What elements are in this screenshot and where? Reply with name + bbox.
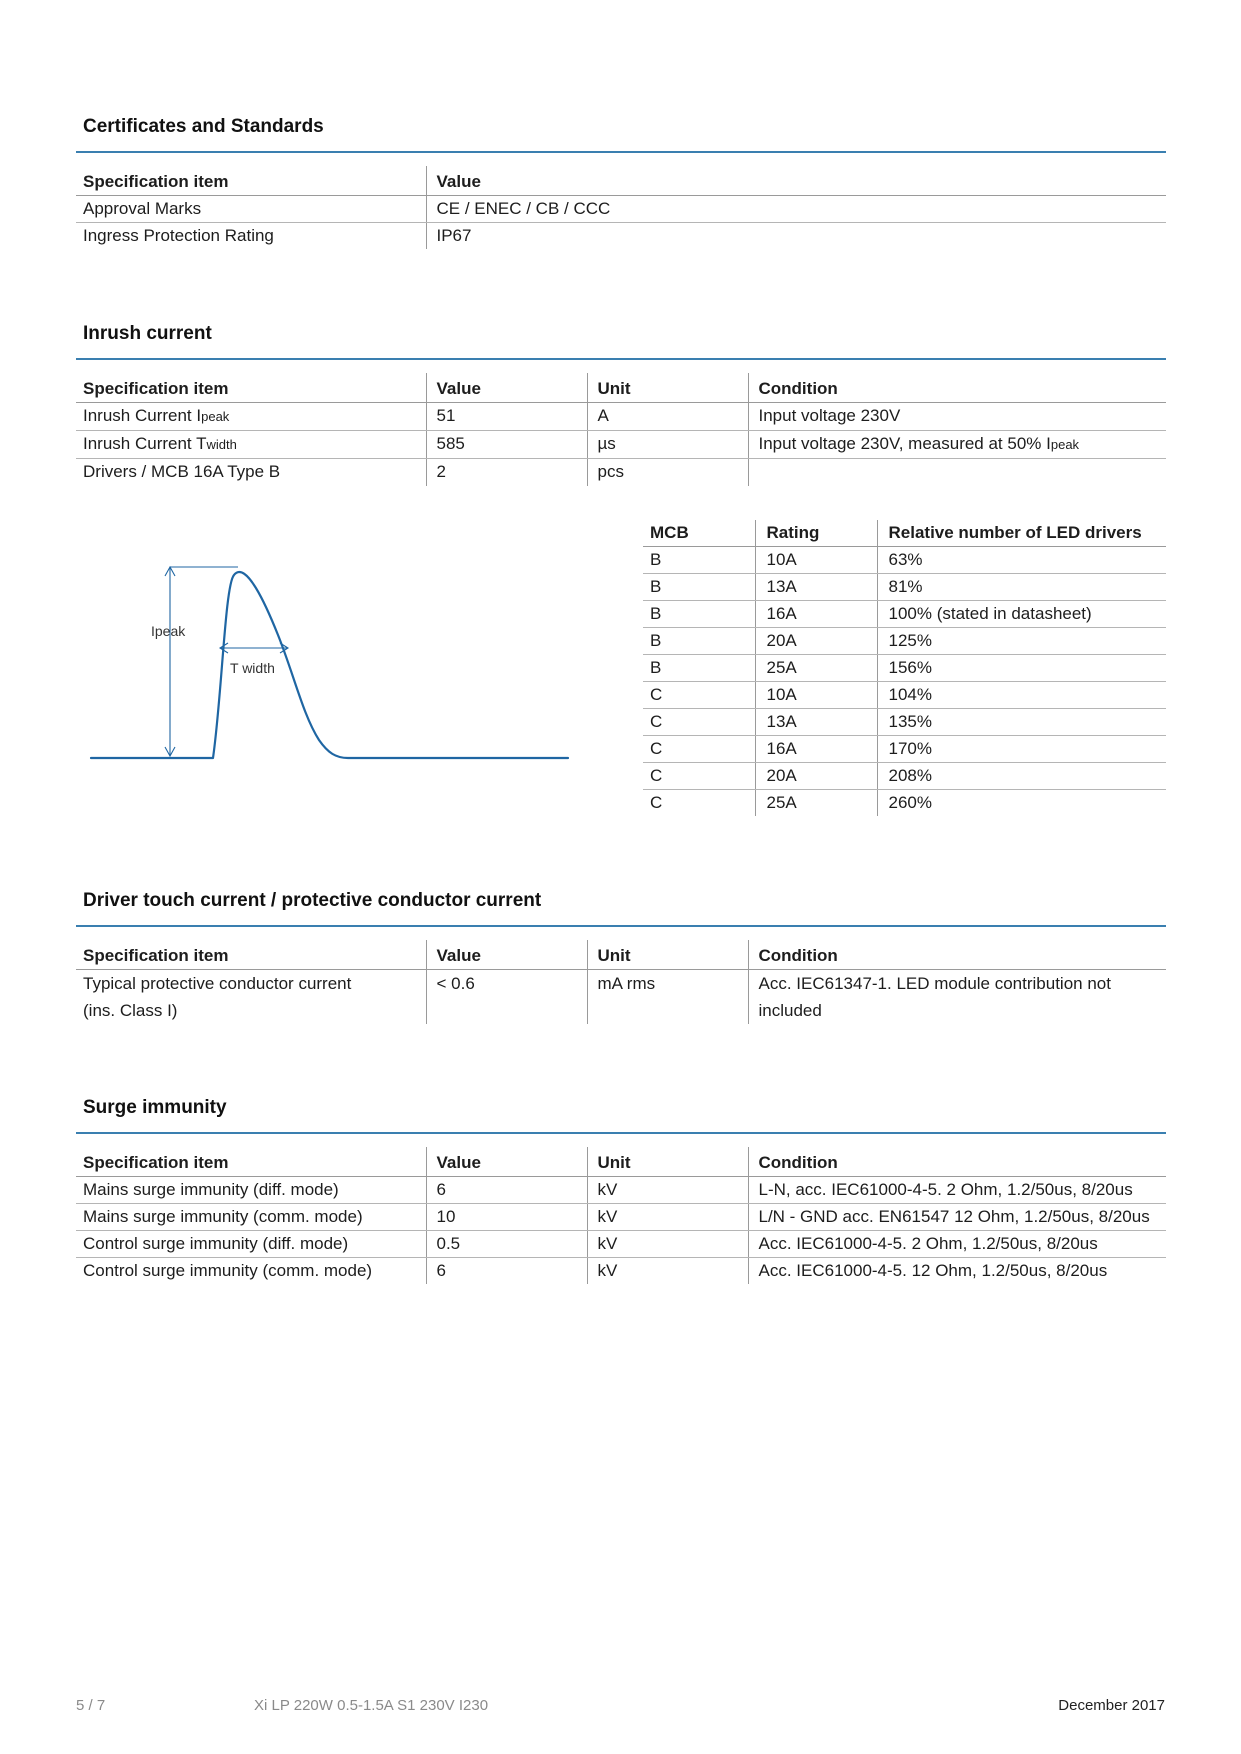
table-row <box>643 682 1166 709</box>
column-header: Condition <box>748 1147 1166 1177</box>
table-cell: C <box>643 736 755 763</box>
table-cell: pcs <box>587 459 748 487</box>
table-cell: CE / ENEC / CB / CCC <box>426 196 1166 223</box>
column-header: Value <box>426 1147 587 1177</box>
footer-product-name: Xi LP 220W 0.5-1.5A S1 230V I230 <box>254 1697 489 1714</box>
table-row <box>643 655 1166 682</box>
touch-current-table <box>76 940 1166 1024</box>
table-cell: kV <box>587 1231 748 1258</box>
table-cell <box>748 459 1166 487</box>
surge-table <box>76 1147 1166 1284</box>
waveform-curve <box>91 572 568 758</box>
table-row <box>76 196 1166 223</box>
table-cell: 170% <box>877 736 1166 763</box>
column-header: Rating <box>755 520 877 547</box>
table-row <box>76 1177 1166 1204</box>
table-cell: Acc. IEC61000-4-5. 12 Ohm, 1.2/50us, 8/20us <box>748 1258 1166 1285</box>
table-cell: Drivers / MCB 16A Type B <box>83 462 281 481</box>
table-cell: C <box>643 682 755 709</box>
section-title-certificates: Certificates and Standards <box>83 116 324 137</box>
inrush-table <box>76 373 1166 486</box>
column-header: Specification item <box>76 373 426 403</box>
table-cell: Input voltage 230V <box>748 403 1166 431</box>
table-row <box>643 601 1166 628</box>
table-header-row <box>76 940 1166 970</box>
column-header: Value <box>426 166 1166 196</box>
column-header: Unit <box>587 373 748 403</box>
table-row <box>76 1204 1166 1231</box>
table-cell: L/N - GND acc. EN61547 12 Ohm, 1.2/50us, 8/20us <box>748 1204 1166 1231</box>
table-cell: 0.5 <box>426 1231 587 1258</box>
section-rule <box>76 925 1166 927</box>
footer-date: December 2017 <box>1058 1697 1165 1714</box>
table-cell: IP67 <box>426 223 1166 250</box>
section-title-surge: Surge immunity <box>83 1097 227 1118</box>
certificates-table <box>76 166 1166 249</box>
column-header: Condition <box>748 940 1166 970</box>
table-cell: 10 <box>426 1204 587 1231</box>
table-cell: 208% <box>877 763 1166 790</box>
table-cell: 6 <box>426 1177 587 1204</box>
column-header: Condition <box>748 373 1166 403</box>
table-cell: B <box>643 574 755 601</box>
table-cell: µs <box>587 431 748 459</box>
table-cell: 25A <box>755 655 877 682</box>
table-cell: Inrush Current Twidth <box>76 431 426 459</box>
table-cell: 156% <box>877 655 1166 682</box>
column-header: Specification item <box>76 166 426 196</box>
table-cell: Inrush Current Ipeak <box>76 403 426 431</box>
table-cell: 6 <box>426 1258 587 1285</box>
table-cell: C <box>643 709 755 736</box>
column-header: Specification item <box>76 940 426 970</box>
table-cell: Mains surge immunity (diff. mode) <box>76 1177 426 1204</box>
table-cell: C <box>643 763 755 790</box>
mcb-table <box>643 520 1166 816</box>
table-row <box>643 736 1166 763</box>
table-row <box>76 403 1166 431</box>
table-cell: 125% <box>877 628 1166 655</box>
table-row <box>76 1231 1166 1258</box>
table-row <box>643 763 1166 790</box>
table-cell: kV <box>587 1177 748 1204</box>
ipeak-label: Ipeak <box>151 623 186 639</box>
table-cell: 2 <box>426 459 587 487</box>
table-row <box>76 223 1166 250</box>
column-header: Unit <box>587 1147 748 1177</box>
table-row <box>643 790 1166 817</box>
table-cell: 10A <box>755 682 877 709</box>
table-cell: 260% <box>877 790 1166 817</box>
twidth-label: T width <box>230 660 275 676</box>
column-header: Value <box>426 373 587 403</box>
table-cell: 63% <box>877 547 1166 574</box>
table-cell: C <box>650 793 663 812</box>
table-cell: B <box>643 601 755 628</box>
section-rule <box>76 358 1166 360</box>
table-cell: mA rms <box>587 970 748 1025</box>
table-cell: Acc. IEC61000-4-5. 2 Ohm, 1.2/50us, 8/20us <box>748 1231 1166 1258</box>
table-row <box>76 1258 1166 1285</box>
table-cell: 585 <box>426 431 587 459</box>
table-cell: Mains surge immunity (comm. mode) <box>76 1204 426 1231</box>
table-cell: kV <box>587 1258 748 1285</box>
table-row <box>643 628 1166 655</box>
table-cell: < 0.6 <box>426 970 587 1025</box>
table-cell: Approval Marks <box>76 196 426 223</box>
table-cell: Ingress Protection Rating <box>83 226 274 245</box>
table-cell: 20A <box>755 628 877 655</box>
table-cell: 16A <box>755 736 877 763</box>
table-cell: 104% <box>877 682 1166 709</box>
table-header-row <box>76 373 1166 403</box>
table-cell: B <box>643 628 755 655</box>
inrush-waveform-diagram <box>76 525 596 795</box>
section-rule <box>76 151 1166 153</box>
table-cell: 13A <box>755 574 877 601</box>
section-title-inrush: Inrush current <box>83 323 212 344</box>
table-cell: 81% <box>877 574 1166 601</box>
table-cell: B <box>643 547 755 574</box>
column-header: Value <box>426 940 587 970</box>
table-cell: 135% <box>877 709 1166 736</box>
table-row <box>76 431 1166 459</box>
table-cell: Acc. IEC61347-1. LED module contribution not included <box>748 970 1166 1025</box>
table-cell: 25A <box>755 790 877 817</box>
table-cell: kV <box>587 1204 748 1231</box>
table-cell: 100% (stated in datasheet) <box>877 601 1166 628</box>
column-header: Unit <box>587 940 748 970</box>
table-cell: A <box>587 403 748 431</box>
section-title-touch-current: Driver touch current / protective conductor current <box>83 890 542 911</box>
table-cell: 16A <box>755 601 877 628</box>
column-header: MCB <box>643 520 755 547</box>
table-header-row <box>76 166 1166 196</box>
column-header: Relative number of LED drivers <box>877 520 1166 547</box>
table-header-row <box>76 1147 1166 1177</box>
table-header-row <box>643 520 1166 547</box>
section-rule <box>76 1132 1166 1134</box>
footer-page-number: 5 / 7 <box>76 1697 106 1714</box>
table-cell: Control surge immunity (diff. mode) <box>76 1231 426 1258</box>
table-cell: 13A <box>755 709 877 736</box>
table-cell: L-N, acc. IEC61000-4-5. 2 Ohm, 1.2/50us, 8/20us <box>748 1177 1166 1204</box>
table-row <box>76 459 1166 487</box>
table-row <box>76 970 1166 1025</box>
table-cell: 10A <box>755 547 877 574</box>
table-cell: Typical protective conductor current (ins. Class I) <box>83 974 352 1020</box>
table-cell: Control surge immunity (comm. mode) <box>83 1261 373 1280</box>
table-cell: B <box>643 655 755 682</box>
table-row <box>643 547 1166 574</box>
column-header: Specification item <box>76 1147 426 1177</box>
table-cell: 51 <box>426 403 587 431</box>
table-cell: 20A <box>755 763 877 790</box>
table-row <box>643 709 1166 736</box>
table-row <box>643 574 1166 601</box>
table-cell: Input voltage 230V, measured at 50% Ipeak <box>748 431 1166 459</box>
